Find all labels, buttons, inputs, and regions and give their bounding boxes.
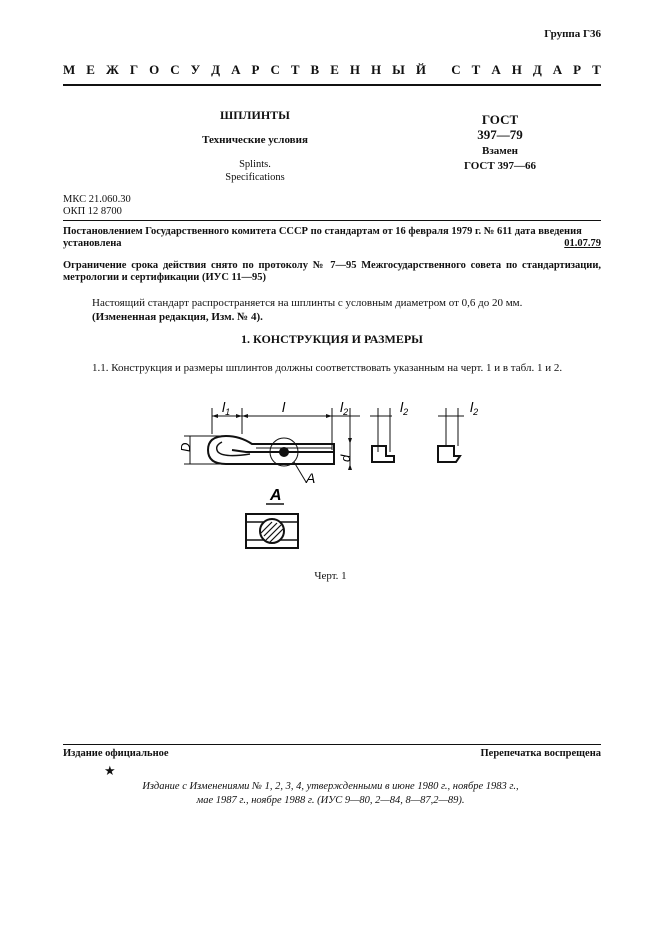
standard-letter: А xyxy=(552,62,563,77)
standard-letter: С xyxy=(170,62,180,77)
standard-letter: А xyxy=(491,62,501,77)
edition-line2: мае 1987 г., ноябре 1988 г. (ИУС 9—80, 2—84, 8—87,2—89). xyxy=(196,795,465,806)
pin-eye xyxy=(217,442,250,456)
standard-letter: Т xyxy=(290,62,300,77)
cotter-pin-drawing xyxy=(160,390,500,560)
standard-letter: Е xyxy=(330,62,339,77)
standard-letter: С xyxy=(270,62,280,77)
figure-caption: Черт. 1 xyxy=(314,570,347,582)
arrow xyxy=(348,438,352,444)
standard-letter: У xyxy=(190,62,201,77)
english-title-line1: Splints. xyxy=(239,159,271,170)
label-A: A xyxy=(306,470,316,486)
scope-revision: (Измененная редакция, Изм. № 4). xyxy=(92,311,263,323)
label-l2-end1: $l_2$ xyxy=(400,399,409,417)
standard-letter: Д xyxy=(211,62,221,77)
decree-line2: установлена xyxy=(63,238,122,249)
group-code: Группа Г36 xyxy=(544,28,601,40)
arrow xyxy=(242,414,248,418)
end-view-beveled xyxy=(438,446,460,462)
label-D: D xyxy=(178,442,193,452)
standard-letter: А xyxy=(231,62,241,77)
standard-letter: Т xyxy=(471,62,481,77)
standard-letter: Р xyxy=(573,62,582,77)
label-l2-end2: $l_2$ xyxy=(470,399,479,417)
edition-note xyxy=(0,780,661,808)
pin-outline xyxy=(208,436,334,464)
standard-letter: М xyxy=(63,62,76,77)
standard-letter: О xyxy=(149,62,160,77)
decree-text xyxy=(63,226,601,250)
mks-code: МКС 21.060.30 xyxy=(63,194,131,205)
standard-letter xyxy=(437,62,440,78)
standard-letter: Н xyxy=(370,62,382,77)
standard-letter: Т xyxy=(592,62,601,77)
standard-letter: Г xyxy=(129,62,139,77)
standard-letter: Д xyxy=(532,62,542,77)
gost-old: ГОСТ 397—66 xyxy=(464,160,536,172)
arrow xyxy=(326,414,332,418)
arrow xyxy=(212,414,218,418)
codes-rule xyxy=(63,220,601,221)
limitation-text: Ограничение срока действия снято по протоколу № 7—95 Межгосударственного совета по стандартизации, метрологии и сертификации (ИУС 11—95) xyxy=(63,260,601,283)
edition-line1: Издание с Изменениями № 1, 2, 3, 4, утвержденными в июне 1980 г., ноябре 1983 г., xyxy=(142,781,519,792)
standard-letter: Е xyxy=(86,62,95,77)
standard-letter: Н xyxy=(511,62,522,77)
okp-code: ОКП 12 8700 xyxy=(63,206,122,217)
section-mark xyxy=(279,447,289,457)
standard-letter: Р xyxy=(251,62,260,77)
standard-letter: В xyxy=(310,62,320,77)
end-view-straight xyxy=(372,446,394,462)
header-rule xyxy=(63,84,601,86)
document-subtitle: Технические условия xyxy=(202,134,308,146)
label-l: l xyxy=(282,399,286,415)
standard-letter: Ж xyxy=(105,62,119,77)
decree-line1: Постановлением Государственного комитета СССР по стандартам от 16 февраля 1979 г. № 611 дата введения xyxy=(63,226,582,237)
reprint-prohibited: Перепечатка воспрещена xyxy=(480,748,601,759)
gost-replaces: Взамен xyxy=(482,145,518,157)
scope-text: Настоящий стандарт распространяется на шплинты с условным диаметром от 0,6 до 20 мм. xyxy=(92,297,523,309)
standard-letter: С xyxy=(451,62,461,77)
standard-letter: Й xyxy=(415,62,426,77)
document-title: ШПЛИНТЫ xyxy=(220,108,290,122)
clause-1-1: 1.1. Конструкция и размеры шплинтов должны соответствовать указанным на черт. 1 и в табл. 1 и 2. xyxy=(92,362,563,374)
english-title xyxy=(150,158,360,184)
gost-label: ГОСТ xyxy=(481,112,519,127)
gost-number: 397—79 xyxy=(477,127,523,142)
arrow xyxy=(236,414,242,418)
view-A-label: A xyxy=(270,487,282,504)
english-title-line2: Specifications xyxy=(225,172,285,183)
effective-date: 01.07.79 xyxy=(564,238,601,249)
classification-codes xyxy=(63,194,131,218)
standard-letter: Ы xyxy=(392,62,405,77)
section-heading: 1. КОНСТРУКЦИЯ И РАЗМЕРЫ xyxy=(241,332,423,346)
label-d: d xyxy=(338,454,353,462)
official-edition: Издание официальное xyxy=(63,748,169,759)
gost-block xyxy=(455,112,545,174)
label-l1: $l_1$ xyxy=(222,399,231,417)
footer-rule xyxy=(63,744,601,745)
standard-letter: Н xyxy=(349,62,360,77)
standard-heading xyxy=(63,62,601,78)
arrow xyxy=(348,464,352,470)
label-l2: $l_2$ xyxy=(340,399,349,417)
star-icon: ★ xyxy=(104,763,116,778)
